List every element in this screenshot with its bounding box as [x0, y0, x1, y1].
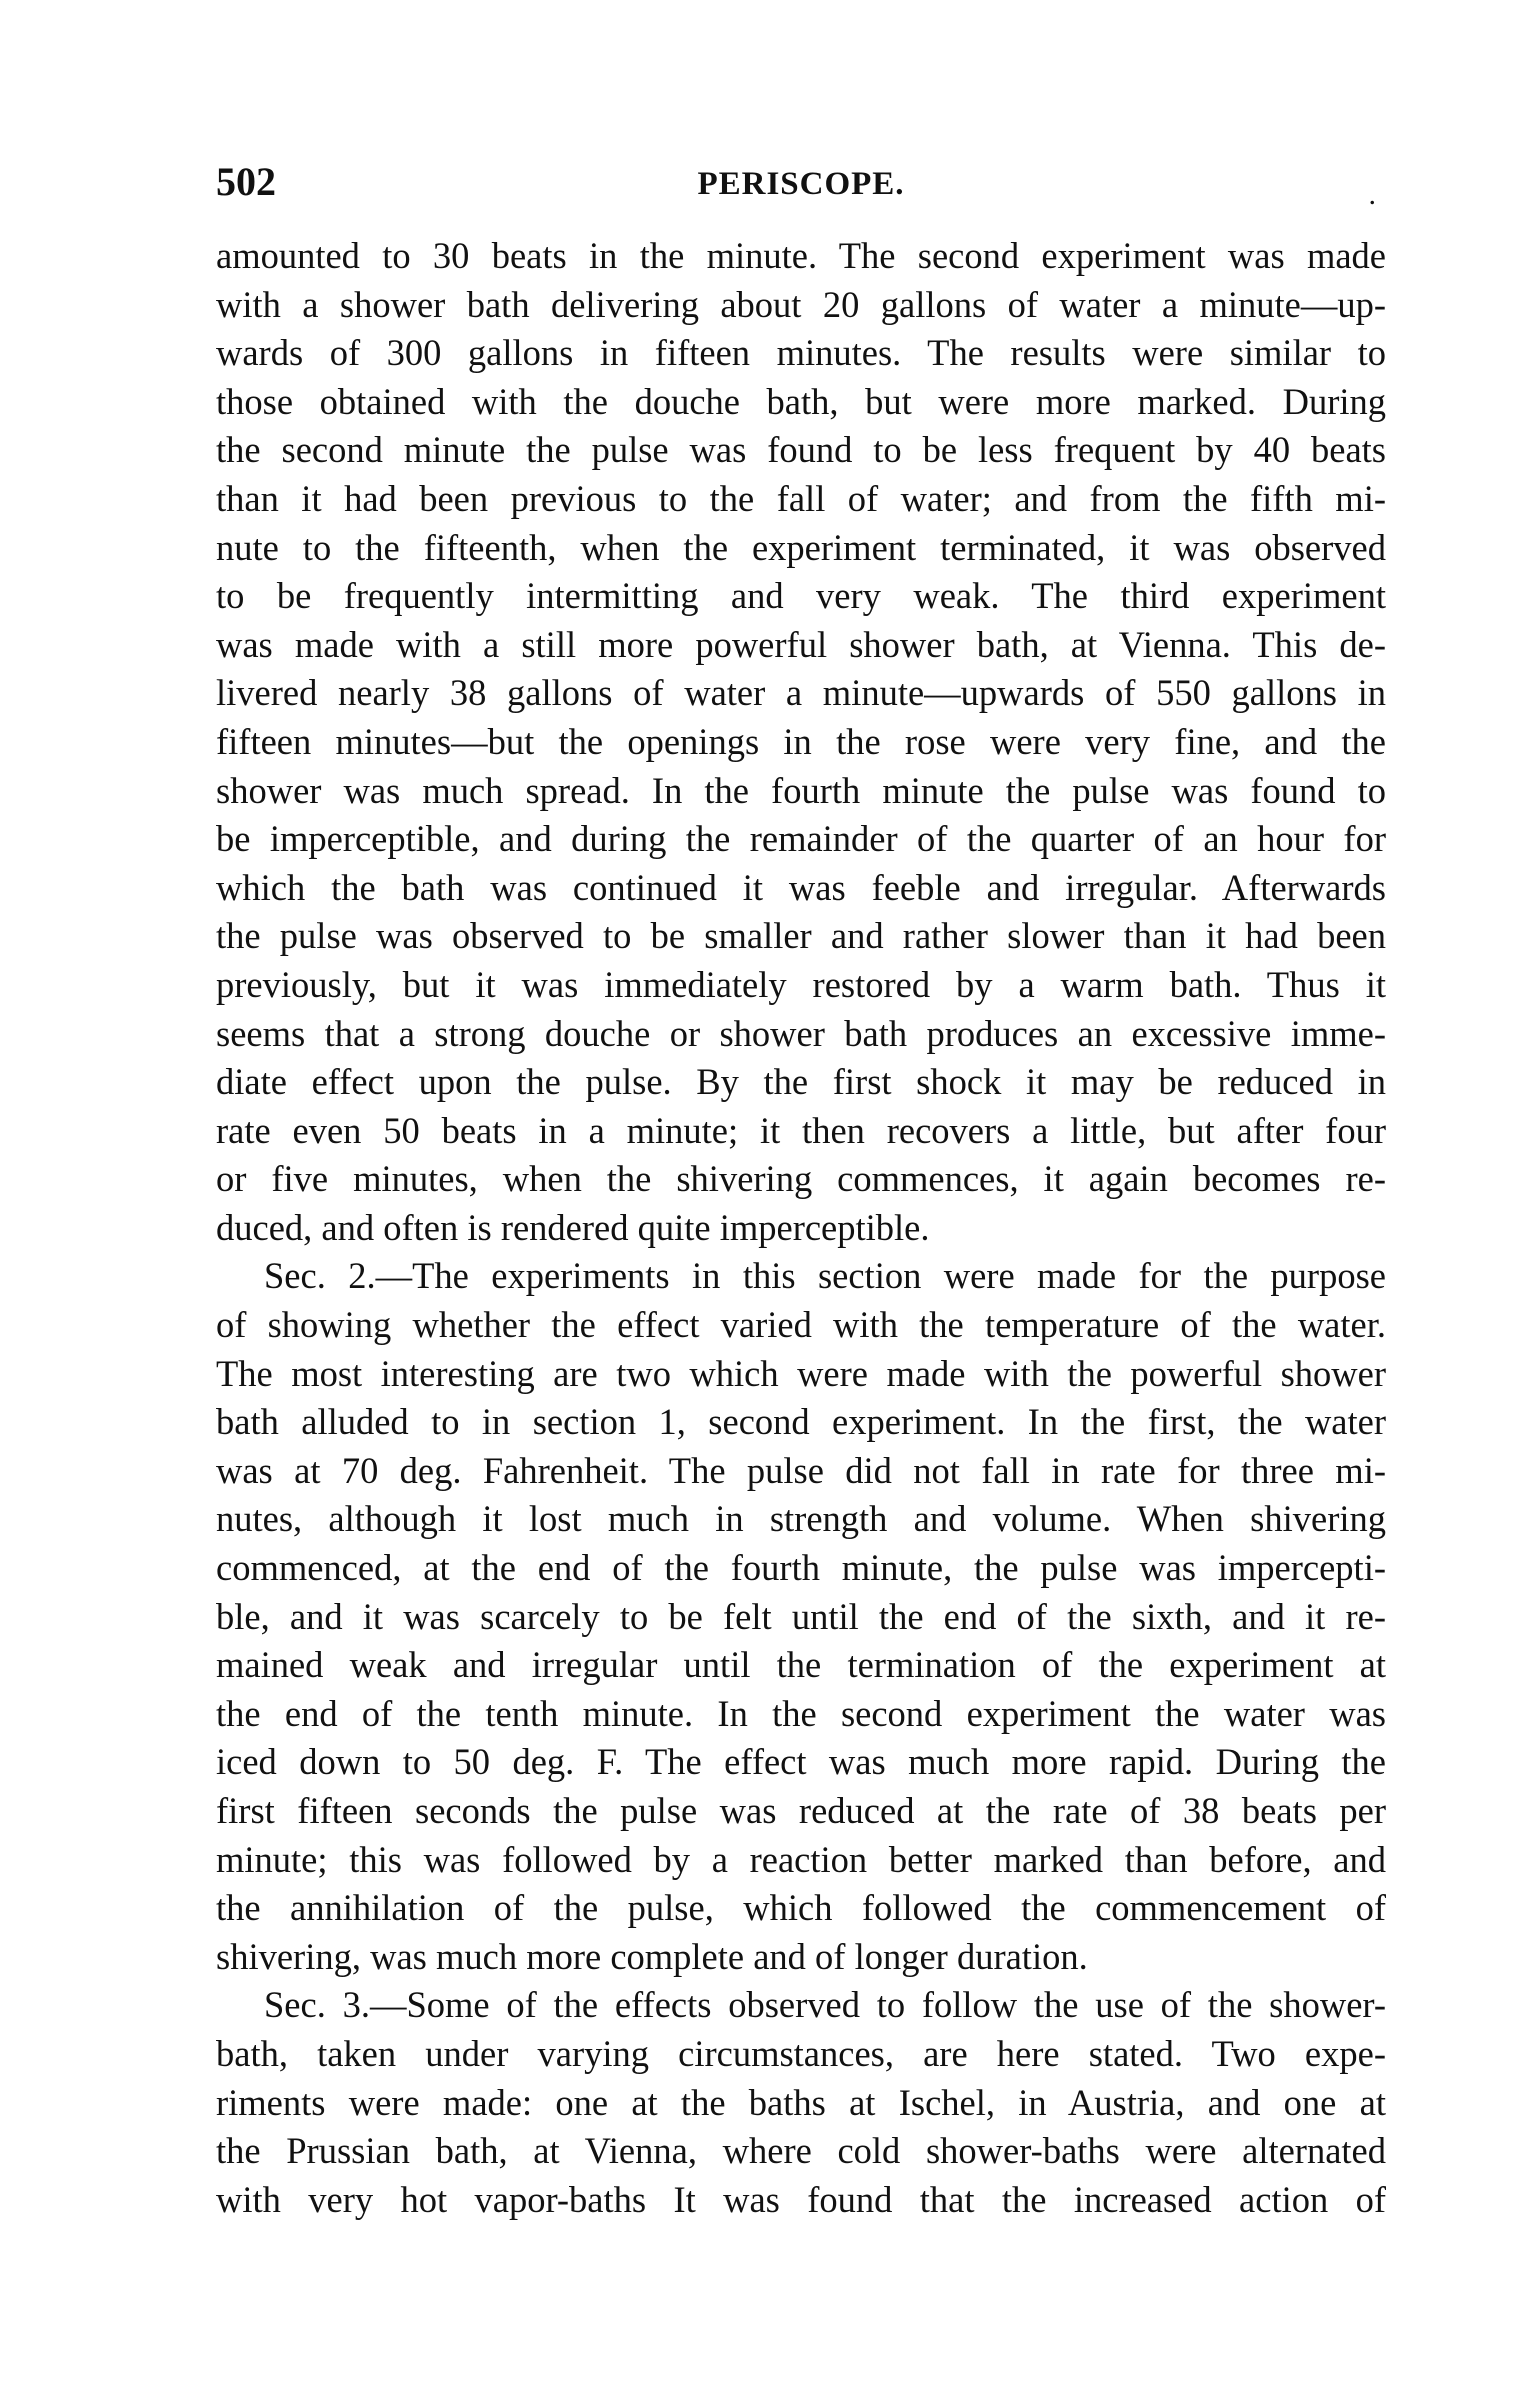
text-line: was made with a still more powerful shower bath, at Vienna. This de-: [216, 623, 1386, 665]
text-line: bath, taken under varying circumstances, are here stated. Two expe-: [216, 2032, 1386, 2074]
text-line: the end of the tenth minute. In the second experiment the water was: [216, 1692, 1386, 1734]
text-line: nutes, although it lost much in strength and volume. When shivering: [216, 1498, 1386, 1540]
text-line: commenced, at the end of the fourth minute, the pulse was impercepti-: [216, 1547, 1386, 1589]
text-line: minute; this was followed by a reaction better marked than before, and: [216, 1838, 1386, 1880]
text-line: than it had been previous to the fall of water; and from the fifth mi-: [216, 477, 1386, 519]
text-line: Sec. 3.—Some of the effects observed to follow the use of the shower-: [264, 1984, 1386, 2026]
text-line: previously, but it was immediately restored by a warm bath. Thus it: [216, 963, 1386, 1005]
text-line: iced down to 50 deg. F. The effect was much more rapid. During the: [216, 1741, 1386, 1783]
text-line: which the bath was continued it was feeble and irregular. Afterwards: [216, 866, 1386, 908]
text-line: seems that a strong douche or shower bath produces an excessive imme-: [216, 1012, 1386, 1054]
paragraph-3: [216, 1981, 1386, 2224]
text-line: the annihilation of the pulse, which followed the commencement of: [216, 1887, 1386, 1929]
text-line: those obtained with the douche bath, but were more marked. During: [216, 380, 1386, 422]
paragraph-2: [216, 1252, 1386, 1981]
text-line: fifteen minutes—but the openings in the rose were very fine, and the: [216, 720, 1386, 762]
text-line: or five minutes, when the shivering commences, it again becomes re-: [216, 1158, 1386, 1200]
text-line: wards of 300 gallons in fifteen minutes. The results were similar to: [216, 332, 1386, 374]
text-line: ble, and it was scarcely to be felt until the end of the sixth, and it re-: [216, 1595, 1386, 1637]
text-line: shower was much spread. In the fourth minute the pulse was found to: [216, 769, 1386, 811]
text-line: diate effect upon the pulse. By the first shock it may be reduced in: [216, 1061, 1386, 1103]
text-line: riments were made: one at the baths at Ischel, in Austria, and one at: [216, 2081, 1386, 2123]
text-line: duced, and often is rendered quite imperceptible.: [216, 1206, 930, 1248]
text-line: Sec. 2.—The experiments in this section were made for the purpose: [264, 1255, 1386, 1297]
text-line: with very hot vapor-baths It was found that the increased action of: [216, 2178, 1386, 2220]
text-line: bath alluded to in section 1, second experiment. In the first, the water: [216, 1401, 1386, 1443]
text-line: of showing whether the effect varied with the temperature of the water.: [216, 1304, 1386, 1346]
text-line: the second minute the pulse was found to be less frequent by 40 beats: [216, 429, 1386, 471]
page-number: 502: [216, 159, 276, 204]
paragraph-1: [216, 232, 1386, 1252]
text-line: first fifteen seconds the pulse was reduced at the rate of 38 beats per: [216, 1790, 1386, 1831]
running-head: PERISCOPE.: [697, 166, 905, 202]
text-line: nute to the fifteenth, when the experiment terminated, it was observed: [216, 526, 1386, 568]
body-text: [216, 232, 1386, 2224]
header-mark: .: [1368, 178, 1376, 211]
page-header: [216, 159, 1386, 211]
text-line: shivering, was much more complete and of longer duration.: [216, 1935, 1088, 1977]
text-line: livered nearly 38 gallons of water a minute—upwards of 550 gallons in: [216, 672, 1386, 714]
text-line: to be frequently intermitting and very weak. The third experiment: [216, 575, 1386, 617]
text-line: the Prussian bath, at Vienna, where cold shower-baths were alternated: [216, 2130, 1386, 2172]
text-line: amounted to 30 beats in the minute. The second experiment was made: [216, 235, 1386, 276]
text-line: mained weak and irregular until the termination of the experiment at: [216, 1644, 1386, 1686]
text-line: with a shower bath delivering about 20 gallons of water a minute—up-: [216, 283, 1386, 325]
text-line: The most interesting are two which were made with the powerful shower: [216, 1352, 1386, 1394]
text-line: the pulse was observed to be smaller and rather slower than it had been: [216, 915, 1386, 957]
text-line: rate even 50 beats in a minute; it then recovers a little, but after four: [216, 1109, 1386, 1151]
text-line: be imperceptible, and during the remainder of the quarter of an hour for: [216, 818, 1386, 860]
text-line: was at 70 deg. Fahrenheit. The pulse did not fall in rate for three mi-: [216, 1449, 1386, 1491]
